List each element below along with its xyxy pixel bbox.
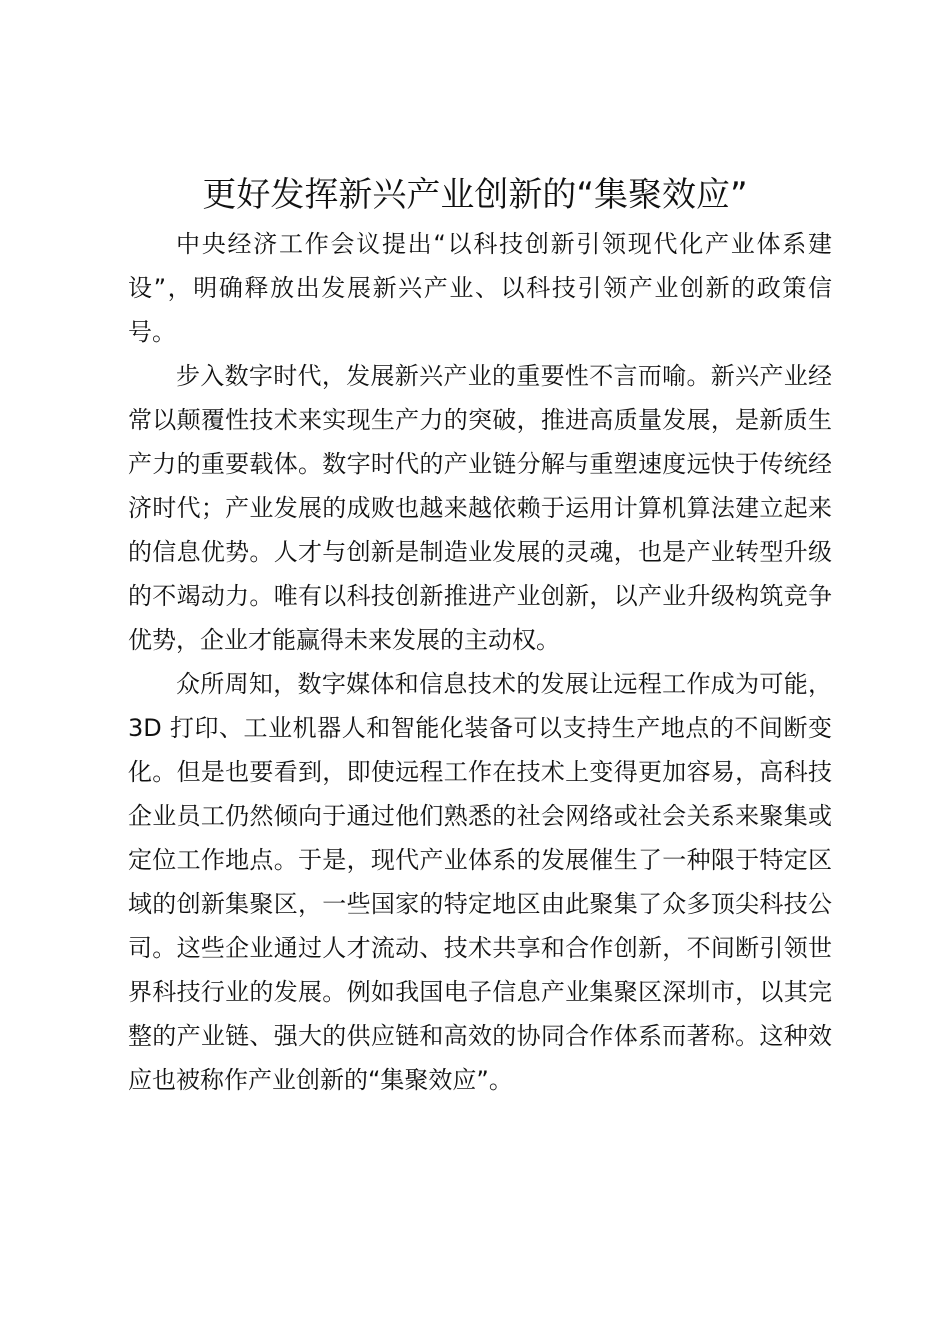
paragraph-1: 中央经济工作会议提出“以科技创新引领现代化产业体系建设”，明确释放出发展新兴产业、以科技引领产业创新的政策信号。 [128, 230, 832, 346]
document-title: 更好发挥新兴产业创新的“集聚效应” [202, 175, 748, 215]
document-body [128, 222, 832, 1102]
paragraph-3: 众所周知，数字媒体和信息技术的发展让远程工作成为可能，3D 打印、工业机器人和智能化装备可以支持生产地点的不间断变化。但是也要看到，即使远程工作在技术上变得更加容易，高科技企业员工仍然倾向于通过他们熟悉的社会网络或社会关系来聚集或定位工作地点。于是，现代产业体系的发展催生了一种限于特定区域的创新集聚区，一些国家的特定地区由此聚集了众多顶尖科技公司。这些企业通过人才流动、技术共享和合作创新，不间断引领世界科技行业的发展。例如我国电子信息产业集聚区深圳市，以其完整的产业链、强大的供应链和高效的协同合作体系而著称。这种效应也被称作产业创新的“集聚效应”。 [128, 670, 832, 1094]
paragraph-2: 步入数字时代，发展新兴产业的重要性不言而喻。新兴产业经常以颠覆性技术来实现生产力的突破，推进高质量发展，是新质生产力的重要载体。数字时代的产业链分解与重塑速度远快于传统经济时代；产业发展的成败也越来越依赖于运用计算机算法建立起来的信息优势。人才与创新是制造业发展的灵魂，也是产业转型升级的不竭动力。唯有以科技创新推进产业创新，以产业升级构筑竞争优势，企业才能赢得未来发展的主动权。 [128, 362, 832, 654]
